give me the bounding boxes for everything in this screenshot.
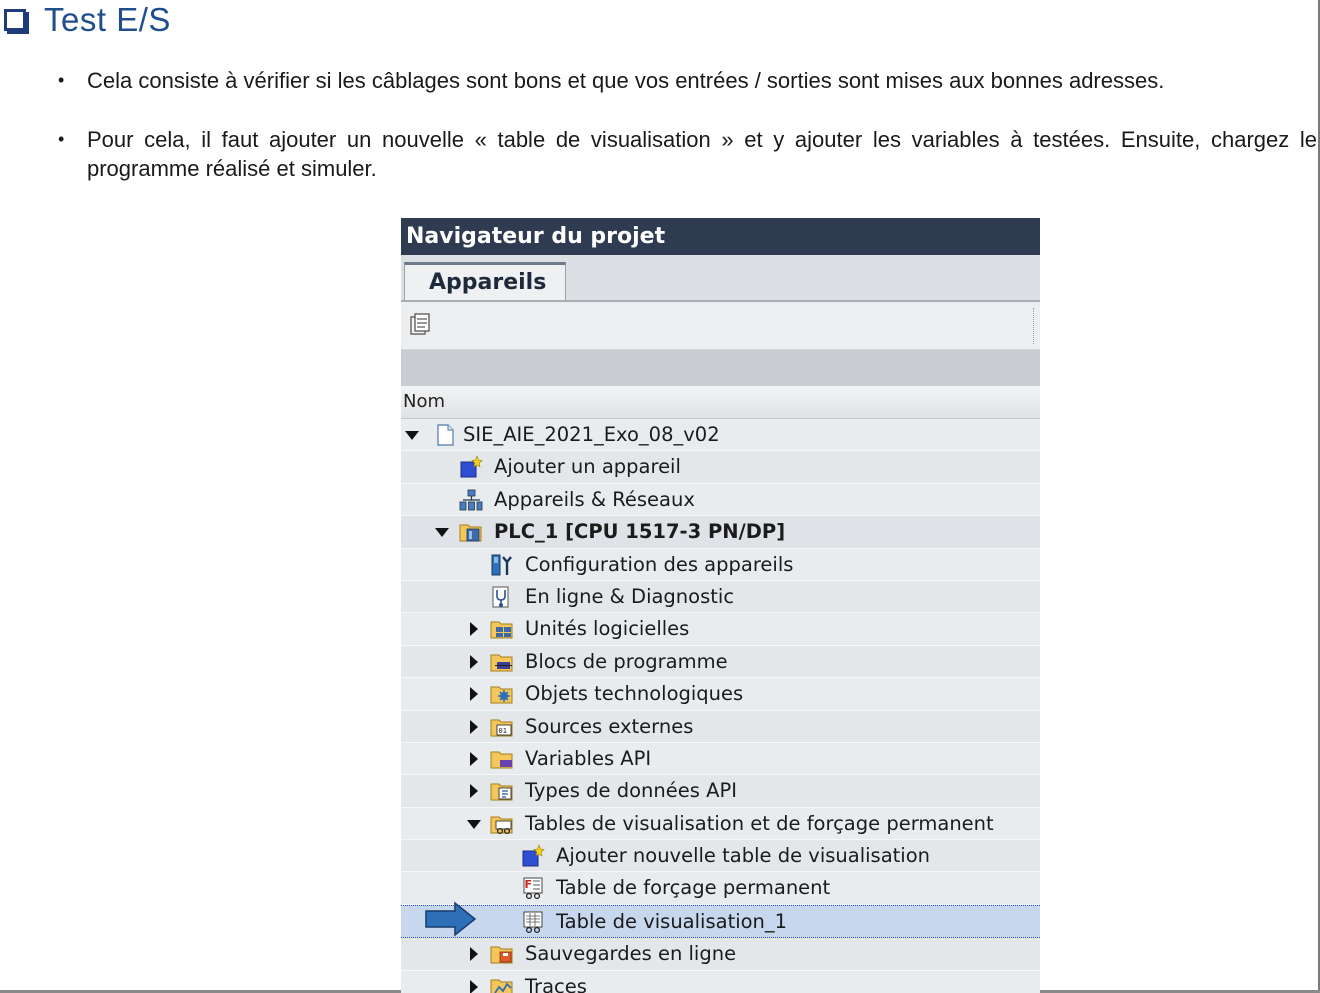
expand-icon[interactable] bbox=[467, 613, 481, 644]
tree-row-online-backups[interactable] bbox=[401, 938, 1040, 970]
expand-icon[interactable] bbox=[467, 938, 481, 969]
expand-icon[interactable] bbox=[467, 971, 481, 993]
tree-row-label: Variables API bbox=[525, 746, 652, 770]
project-tree bbox=[401, 419, 1040, 993]
tree-row-force-table[interactable] bbox=[401, 872, 1040, 904]
traces-folder-icon bbox=[490, 975, 514, 993]
tree-row-label: Appareils & Réseaux bbox=[494, 487, 695, 511]
tree-row-online-diagnostic[interactable] bbox=[401, 581, 1040, 613]
expand-icon[interactable] bbox=[467, 711, 481, 742]
project-navigator bbox=[401, 218, 1040, 993]
tree-row-label: Types de données API bbox=[525, 779, 737, 803]
tree-row-plc-tags[interactable] bbox=[401, 743, 1040, 775]
tab-strip bbox=[401, 255, 1040, 302]
plc-icon bbox=[459, 520, 483, 544]
tree-row-label: Ajouter un appareil bbox=[494, 455, 681, 479]
tree-row-label: Blocs de programme bbox=[525, 649, 728, 673]
tree-row-program-blocks[interactable] bbox=[401, 646, 1040, 678]
tree-row-software-units[interactable] bbox=[401, 613, 1040, 645]
expand-icon[interactable] bbox=[467, 646, 481, 677]
watch-table-icon bbox=[521, 910, 545, 934]
tree-row-label: Sauvegardes en ligne bbox=[525, 942, 737, 966]
collapse-icon[interactable] bbox=[435, 516, 449, 547]
view-toggle-icon[interactable] bbox=[409, 313, 433, 337]
tree-row-technology-objects[interactable] bbox=[401, 678, 1040, 710]
tree-row-add-watch-table[interactable] bbox=[401, 840, 1040, 872]
expand-icon[interactable] bbox=[467, 775, 481, 806]
tree-row-watch-force-tables[interactable] bbox=[401, 808, 1040, 840]
external-sources-folder-icon bbox=[490, 715, 514, 739]
software-units-folder-icon bbox=[490, 617, 514, 641]
slide-title bbox=[4, 0, 171, 40]
tree-row-label: Traces bbox=[525, 974, 587, 993]
bullet-dot-icon: • bbox=[58, 129, 65, 149]
tree-row-plc[interactable] bbox=[401, 516, 1040, 548]
tree-row-add-device[interactable] bbox=[401, 451, 1040, 483]
collapse-icon[interactable] bbox=[467, 808, 481, 839]
tree-row-label: Table de visualisation_1 bbox=[556, 909, 788, 933]
tree-row-label: Configuration des appareils bbox=[525, 552, 794, 576]
technology-objects-folder-icon bbox=[490, 682, 514, 706]
plc-tags-folder-icon bbox=[490, 747, 514, 771]
watch-tables-folder-icon bbox=[490, 812, 514, 836]
tree-row-label: Sources externes bbox=[525, 714, 694, 738]
tree-row-external-sources[interactable] bbox=[401, 711, 1040, 743]
tree-row-label: Unités logicielles bbox=[525, 617, 690, 641]
tree-row-devices-networks[interactable] bbox=[401, 484, 1040, 516]
tree-row-label: SIE_AIE_2021_Exo_08_v02 bbox=[463, 423, 720, 446]
online-backups-folder-icon bbox=[490, 942, 514, 966]
column-header-name[interactable]: Nom bbox=[401, 386, 1040, 419]
tree-row-watch-table-1[interactable] bbox=[401, 905, 1040, 938]
expand-icon[interactable] bbox=[467, 678, 481, 709]
svg-text:F: F bbox=[524, 878, 533, 892]
program-blocks-folder-icon bbox=[490, 650, 514, 674]
force-table-icon bbox=[521, 876, 545, 900]
pointer-arrow-icon bbox=[425, 901, 477, 937]
device-config-icon bbox=[490, 553, 514, 577]
expand-icon[interactable] bbox=[467, 743, 481, 774]
diagnostic-icon bbox=[490, 585, 514, 609]
toolbar-separator bbox=[1033, 308, 1036, 344]
tab-devices[interactable]: Appareils bbox=[404, 262, 566, 300]
bullet-text: Pour cela, il faut ajouter un nouvelle « table de visualisation » et y ajouter les variables à testées. Ensuite, chargez le programme réalisé et simuler. bbox=[87, 127, 1317, 181]
tree-row-device-config[interactable] bbox=[401, 549, 1040, 581]
svg-text:01: 01 bbox=[498, 726, 507, 735]
plc-data-types-folder-icon bbox=[490, 779, 514, 803]
tree-row-label: Tables de visualisation et de forçage permanent bbox=[525, 811, 994, 835]
tree-row-label: Ajouter nouvelle table de visualisation bbox=[556, 844, 931, 868]
checkbox-bullet-icon bbox=[4, 9, 26, 31]
tree-row-label: En ligne & Diagnostic bbox=[525, 584, 735, 608]
tree-row-project[interactable] bbox=[401, 419, 1040, 451]
tree-row-label: Objets technologiques bbox=[525, 682, 744, 706]
tree-row-traces[interactable] bbox=[401, 971, 1040, 993]
slide-title-text: Test E/S bbox=[44, 1, 171, 38]
filter-bar bbox=[401, 350, 1040, 386]
project-icon bbox=[433, 423, 457, 447]
add-device-icon bbox=[459, 455, 483, 479]
network-icon bbox=[459, 488, 483, 512]
bullet-dot-icon: • bbox=[58, 70, 65, 90]
navigator-toolbar bbox=[401, 302, 1040, 350]
bullet-text: Cela consiste à vérifier si les câblages sont bons et que vos entrées / sorties sont mises aux bonnes adresses. bbox=[87, 68, 1165, 93]
project-navigator-title: Navigateur du projet bbox=[401, 218, 1040, 255]
collapse-icon[interactable] bbox=[405, 419, 419, 450]
tree-row-label: Table de forçage permanent bbox=[556, 876, 831, 900]
add-watch-table-icon bbox=[521, 844, 545, 868]
tree-row-label: PLC_1 [CPU 1517-3 PN/DP] bbox=[494, 520, 786, 544]
tree-row-plc-data-types[interactable] bbox=[401, 775, 1040, 807]
